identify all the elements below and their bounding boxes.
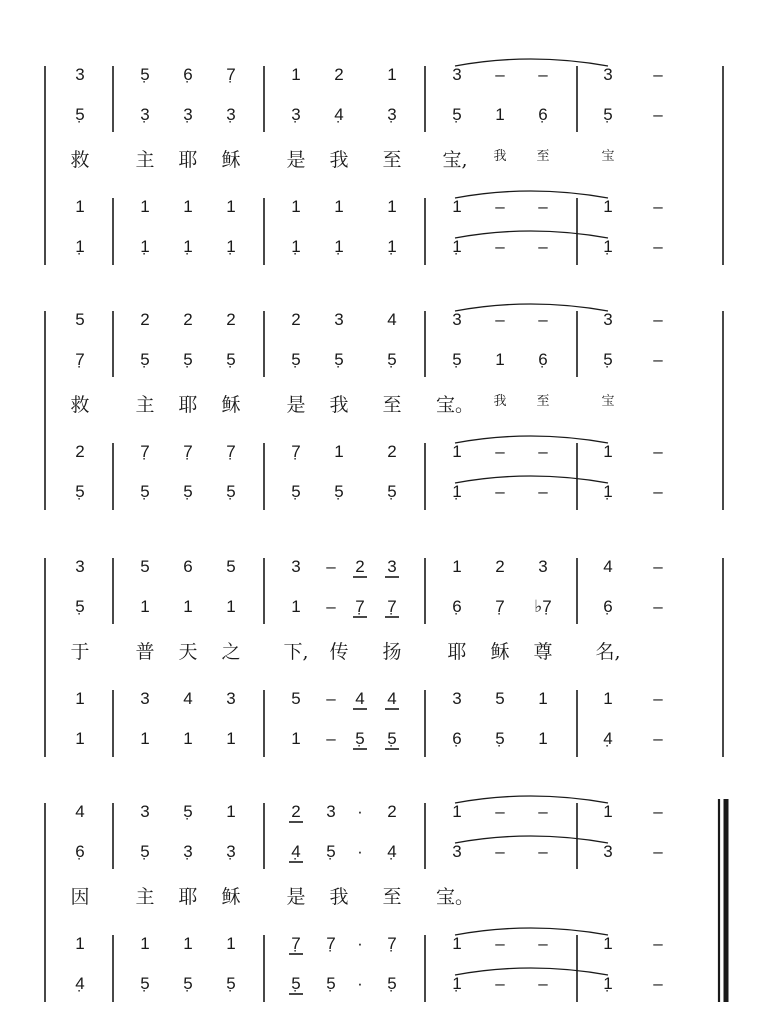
dash-sustain: –: [653, 842, 663, 861]
note: 4: [183, 689, 193, 708]
lyric-syllable: 下,: [283, 641, 309, 663]
note: 7̣: [140, 442, 150, 461]
note: 5̣: [140, 842, 150, 861]
dash-sustain: –: [653, 597, 663, 616]
note: 1̣: [334, 237, 344, 256]
note: 5̣: [452, 350, 462, 369]
lyric-syllable: 主: [135, 394, 155, 416]
note: 1̣: [603, 974, 613, 993]
score-system: [45, 304, 723, 510]
note: 1: [603, 934, 613, 953]
dash-sustain: –: [538, 65, 548, 84]
note: 7̣: [355, 597, 365, 616]
note: 5̣: [226, 974, 236, 993]
dash-sustain: –: [538, 802, 548, 821]
dash-sustain: –: [538, 310, 548, 329]
dash-sustain: –: [653, 482, 663, 501]
note: 1: [291, 197, 301, 216]
dash-sustain: –: [538, 842, 548, 861]
note: 3: [452, 65, 462, 84]
lyric-syllable: 稣: [490, 641, 510, 663]
note: 1: [75, 934, 85, 953]
lyric-syllable: 宝。: [435, 394, 475, 416]
note: 7̣: [291, 934, 301, 953]
note: 1: [140, 597, 150, 616]
note: 3: [326, 802, 336, 821]
note: 7̣: [387, 934, 397, 953]
dash-sustain: –: [538, 197, 548, 216]
note: 5̣: [75, 105, 85, 124]
dash-sustain: –: [495, 842, 505, 861]
lyric-syllable: 宝。: [435, 886, 475, 908]
note: 7̣: [387, 597, 397, 616]
note: 1: [603, 802, 613, 821]
tie-arc: [455, 231, 608, 238]
lyric-syllable: 稣: [221, 149, 241, 171]
note: 5̣: [387, 350, 397, 369]
lyric-syllable: 稣: [221, 394, 241, 416]
note: 5̣: [291, 350, 301, 369]
note: 1̣: [452, 482, 462, 501]
lyric-syllable: 我: [329, 394, 349, 416]
tie-arc: [455, 436, 608, 443]
lyric-syllable: 普: [135, 641, 155, 663]
note: 5̣: [75, 482, 85, 501]
note: 7̣: [183, 442, 193, 461]
dash-sustain: –: [495, 237, 505, 256]
note: 1: [538, 689, 548, 708]
dash-sustain: –: [653, 557, 663, 576]
note: 1: [538, 729, 548, 748]
dash-sustain: –: [495, 934, 505, 953]
note: 1: [75, 197, 85, 216]
dash-sustain: –: [495, 802, 505, 821]
note: 7̣: [291, 442, 301, 461]
note: 5: [140, 557, 150, 576]
note: 1̣: [75, 237, 85, 256]
dash-sustain: –: [538, 442, 548, 461]
dash-sustain: –: [495, 65, 505, 84]
note: 1̣: [387, 237, 397, 256]
lyric-syllable: 宝,: [442, 149, 468, 171]
note: 7̣: [326, 934, 336, 953]
dash-sustain: –: [653, 310, 663, 329]
dash-sustain: –: [653, 729, 663, 748]
lyric-syllable: 因: [70, 886, 90, 908]
note: 5̣: [140, 482, 150, 501]
note: 5̣: [355, 729, 365, 748]
tie-arc: [455, 476, 608, 483]
note: 1: [226, 597, 236, 616]
note: 5̣: [226, 350, 236, 369]
note: 5̣: [140, 350, 150, 369]
note: 1: [140, 729, 150, 748]
dash-sustain: –: [538, 237, 548, 256]
dash-sustain: –: [538, 934, 548, 953]
tie-arc: [455, 59, 608, 66]
note: 4: [387, 689, 397, 708]
note: 3: [334, 310, 344, 329]
note: 5̣: [603, 105, 613, 124]
note: 1̣: [452, 974, 462, 993]
dash-sustain: –: [653, 237, 663, 256]
note: 7̣: [75, 350, 85, 369]
note: 2: [75, 442, 85, 461]
lyric-syllable: 救: [70, 394, 90, 416]
note: 2: [334, 65, 344, 84]
note: 5̣: [387, 482, 397, 501]
lyric-syllable: 我: [329, 149, 349, 171]
lyric-syllable: 稣: [221, 886, 241, 908]
lyric-syllable: 主: [135, 886, 155, 908]
note: 1: [495, 105, 505, 124]
note: 5̣: [326, 974, 336, 993]
lyric-syllable: 耶: [178, 149, 198, 171]
lyric-syllable: 是: [286, 394, 306, 416]
lyric-syllable: 尊: [533, 641, 553, 663]
note: 1: [387, 65, 397, 84]
lyric-syllable: 我: [329, 886, 349, 908]
note: 3: [603, 310, 613, 329]
note: 5̣: [334, 350, 344, 369]
note: 1: [452, 442, 462, 461]
note: 4: [603, 557, 613, 576]
note: 2: [387, 802, 397, 821]
note: 1: [452, 934, 462, 953]
note: 1: [452, 557, 462, 576]
dash-sustain: –: [653, 689, 663, 708]
dash-sustain: –: [495, 197, 505, 216]
note: 3: [603, 842, 613, 861]
lyric-syllable: 天: [178, 641, 198, 663]
note: 3: [140, 689, 150, 708]
note: 3̣: [291, 105, 301, 124]
lyric-echo-syllable: 宝: [601, 149, 615, 164]
dash-sustain: –: [495, 442, 505, 461]
note: 3̣: [387, 105, 397, 124]
note: 5: [291, 689, 301, 708]
note: 6: [183, 557, 193, 576]
note: 1: [603, 442, 613, 461]
note: 5̣: [291, 482, 301, 501]
tie-arc: [455, 304, 608, 311]
dash-sustain: –: [495, 310, 505, 329]
note: 1̣: [183, 237, 193, 256]
note: 1̣: [603, 237, 613, 256]
dash-sustain: –: [653, 350, 663, 369]
note: 1: [495, 350, 505, 369]
note: 6̣: [75, 842, 85, 861]
note: 1: [75, 729, 85, 748]
note: 5̣: [495, 729, 505, 748]
dot-mark: ·: [357, 934, 363, 953]
note: 1: [452, 197, 462, 216]
dash-sustain: –: [326, 597, 336, 616]
note: 5̣: [183, 482, 193, 501]
note: 1: [75, 689, 85, 708]
score-system: [45, 59, 723, 265]
note: 5̣: [603, 350, 613, 369]
note: 5̣: [334, 482, 344, 501]
note: 1: [334, 197, 344, 216]
lyric-syllable: 名,: [595, 641, 621, 663]
note: 3: [75, 557, 85, 576]
dash-sustain: –: [495, 482, 505, 501]
lyric-syllable: 之: [221, 641, 241, 663]
lyric-syllable: 是: [286, 149, 306, 171]
note: 4̣: [603, 729, 613, 748]
note: 6̣: [603, 597, 613, 616]
note: 1: [226, 934, 236, 953]
note: 6̣: [538, 350, 548, 369]
score-system: [45, 557, 723, 757]
note: 4: [355, 689, 365, 708]
dash-sustain: –: [653, 934, 663, 953]
note: 5: [226, 557, 236, 576]
lyric-syllable: 至: [382, 149, 402, 171]
note: 2: [495, 557, 505, 576]
note: 1̣: [291, 237, 301, 256]
dash-sustain: –: [653, 197, 663, 216]
note: 3: [75, 65, 85, 84]
note: 1: [334, 442, 344, 461]
note: 5̣: [452, 105, 462, 124]
note: 3̣: [226, 842, 236, 861]
lyric-echo-syllable: 宝: [601, 394, 615, 409]
note: 2: [183, 310, 193, 329]
note: 5̣: [226, 482, 236, 501]
lyric-syllable: 耶: [447, 641, 467, 663]
note: 3: [140, 802, 150, 821]
note: 7̣: [495, 597, 505, 616]
lyric-syllable: 耶: [178, 886, 198, 908]
note: 3: [291, 557, 301, 576]
dash-sustain: –: [653, 65, 663, 84]
note: 5̣: [387, 974, 397, 993]
score-system: [45, 796, 726, 1002]
note: 1̣: [452, 237, 462, 256]
lyric-echo-syllable: 我: [493, 149, 507, 164]
note: 1: [452, 802, 462, 821]
note: 1̣: [226, 237, 236, 256]
note: 1: [603, 689, 613, 708]
tie-arc: [455, 968, 608, 975]
note: 5: [495, 689, 505, 708]
note: 5̣: [140, 974, 150, 993]
note: 3: [387, 557, 397, 576]
lyric-syllable: 救: [70, 149, 90, 171]
note: 1: [291, 65, 301, 84]
note: 1: [140, 934, 150, 953]
lyric-echo-syllable: 至: [536, 394, 550, 409]
note: 1: [226, 802, 236, 821]
note: 2: [291, 802, 301, 821]
note: 3: [538, 557, 548, 576]
dash-sustain: –: [653, 974, 663, 993]
note: 3: [452, 842, 462, 861]
note: 7̣: [226, 65, 236, 84]
dot-mark: ·: [357, 974, 363, 993]
lyric-echo-syllable: 至: [536, 149, 550, 164]
note: 1: [291, 597, 301, 616]
note: 3: [603, 65, 613, 84]
note: 4̣: [387, 842, 397, 861]
note: 5̣: [183, 974, 193, 993]
note: 3̣: [140, 105, 150, 124]
dot-mark: ·: [357, 842, 363, 861]
note: 2: [140, 310, 150, 329]
dash-sustain: –: [538, 482, 548, 501]
lyric-syllable: 扬: [382, 641, 402, 663]
note: 1: [183, 197, 193, 216]
dash-sustain: –: [326, 689, 336, 708]
tie-arc: [455, 191, 608, 198]
dot-mark: ·: [357, 802, 363, 821]
note: 6̣: [452, 597, 462, 616]
note: 1: [140, 197, 150, 216]
dash-sustain: –: [653, 105, 663, 124]
note: 7̣: [226, 442, 236, 461]
note: 3: [226, 689, 236, 708]
note: 4̣: [334, 105, 344, 124]
lyric-echo-syllable: 我: [493, 394, 507, 409]
note: 3: [452, 310, 462, 329]
note: 1̣: [603, 482, 613, 501]
note: 4: [387, 310, 397, 329]
dash-sustain: –: [653, 442, 663, 461]
tie-arc: [455, 928, 608, 935]
note: 2: [291, 310, 301, 329]
note: ♭7̣: [534, 597, 552, 616]
tie-arc: [455, 796, 608, 803]
note: 1: [291, 729, 301, 748]
note: 4̣: [291, 842, 301, 861]
note: 3̣: [226, 105, 236, 124]
note: 3̣: [183, 105, 193, 124]
note: 1: [226, 197, 236, 216]
note: 1̣: [140, 237, 150, 256]
dash-sustain: –: [538, 974, 548, 993]
lyric-syllable: 至: [382, 394, 402, 416]
note: 6̣: [538, 105, 548, 124]
dash-sustain: –: [653, 802, 663, 821]
note: 5̣: [140, 65, 150, 84]
note: 1: [387, 197, 397, 216]
note: 1: [183, 729, 193, 748]
tie-arc: [455, 836, 608, 843]
note: 1: [603, 197, 613, 216]
note: 5̣: [291, 974, 301, 993]
note: 5̣: [326, 842, 336, 861]
lyric-syllable: 是: [286, 886, 306, 908]
note: 1: [183, 597, 193, 616]
lyric-syllable: 于: [70, 641, 90, 663]
note: 4: [75, 802, 85, 821]
lyric-syllable: 耶: [178, 394, 198, 416]
note: 5̣: [75, 597, 85, 616]
note: 6̣: [452, 729, 462, 748]
note: 4̣: [75, 974, 85, 993]
lyric-syllable: 传: [329, 641, 349, 663]
note: 5̣: [183, 802, 193, 821]
lyric-syllable: 至: [382, 886, 402, 908]
note: 3: [452, 689, 462, 708]
note: 3̣: [183, 842, 193, 861]
note: 2: [355, 557, 365, 576]
note: 5: [75, 310, 85, 329]
dash-sustain: –: [326, 557, 336, 576]
note: 6̣: [183, 65, 193, 84]
note: 2: [226, 310, 236, 329]
note: 5̣: [183, 350, 193, 369]
dash-sustain: –: [326, 729, 336, 748]
note: 1: [226, 729, 236, 748]
note: 2: [387, 442, 397, 461]
lyric-syllable: 主: [135, 149, 155, 171]
note: 5̣: [387, 729, 397, 748]
dash-sustain: –: [495, 974, 505, 993]
note: 1: [183, 934, 193, 953]
